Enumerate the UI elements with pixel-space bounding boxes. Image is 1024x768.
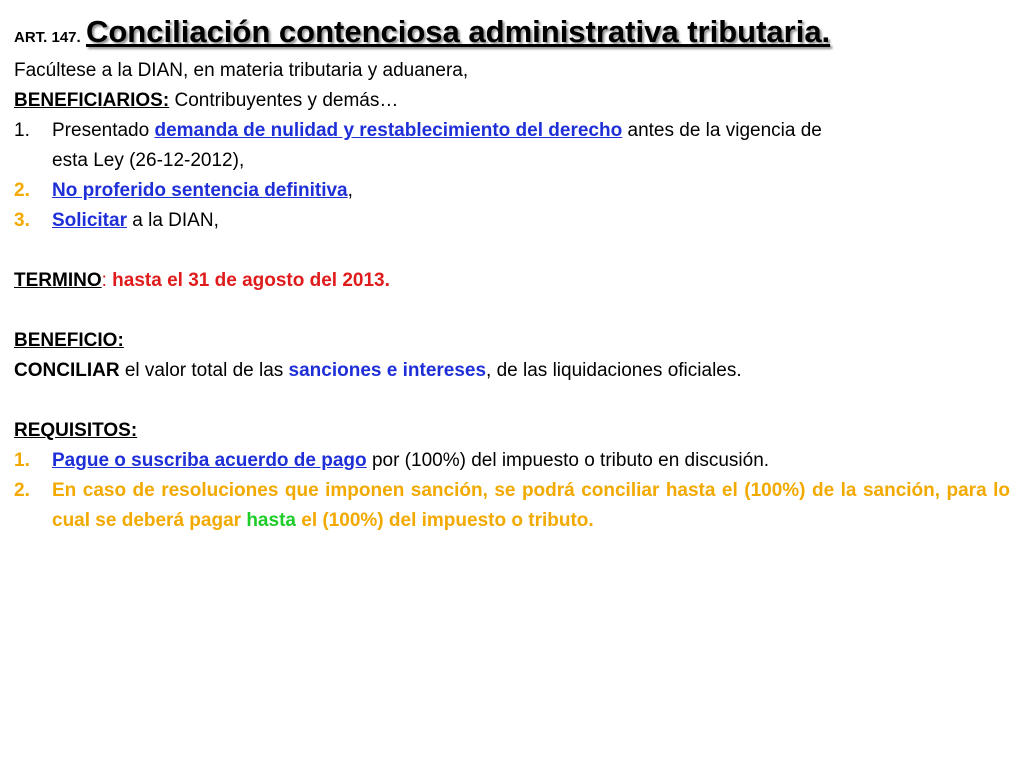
list-number: 1. bbox=[14, 120, 30, 141]
spacer bbox=[14, 296, 1010, 326]
beneficio-text2: , de las liquidaciones oficiales. bbox=[486, 360, 742, 381]
spacer bbox=[14, 236, 1010, 266]
requisito-item-1 bbox=[14, 446, 1010, 476]
list-number: 2. bbox=[14, 180, 30, 201]
intro-line: Facúltese a la DIAN, en materia tributaria y aduanera, bbox=[14, 60, 469, 81]
termino-label: TERMINO bbox=[14, 270, 102, 291]
beneficio-line bbox=[14, 356, 1010, 386]
requisito-text-b: el (100%) del impuesto o tributo. bbox=[301, 510, 594, 531]
demanda-link[interactable]: demanda de nulidad y restablecimiento del derecho bbox=[154, 120, 623, 141]
condition-item-2 bbox=[14, 176, 1010, 206]
termino-text: hasta el 31 de agosto del 2013. bbox=[112, 270, 390, 291]
beneficiarios-text: Contribuyentes y demás… bbox=[174, 90, 399, 111]
beneficio-text1: el valor total de las bbox=[124, 360, 284, 381]
condition-suffix: , bbox=[347, 180, 353, 201]
requisito-text-a: En caso de resoluciones que imponen sanción, se podrá conciliar hasta el (100%) de la sanción, para lo cual se deberá pagar bbox=[52, 480, 1010, 531]
condition-item-3 bbox=[14, 206, 1010, 236]
beneficiarios-line bbox=[14, 86, 1010, 116]
condition-suffix: antes de la vigencia de bbox=[627, 120, 822, 141]
beneficiarios-label: BENEFICIARIOS: bbox=[14, 90, 170, 111]
list-number: 2. bbox=[14, 480, 30, 501]
sentencia-link[interactable]: No proferido sentencia definitiva bbox=[52, 180, 348, 201]
solicitar-link[interactable]: Solicitar bbox=[52, 210, 127, 231]
requisitos-heading: REQUISITOS: bbox=[14, 420, 138, 441]
condition-line2: esta Ley (26-12-2012), bbox=[52, 150, 245, 171]
hasta-highlight: hasta bbox=[246, 510, 296, 531]
termino-line bbox=[14, 266, 1010, 296]
termino-colon: : bbox=[101, 270, 107, 291]
slide bbox=[14, 8, 1010, 536]
sanciones-highlight: sanciones e intereses bbox=[288, 360, 487, 381]
requisito-text: por (100%) del impuesto o tributo en discusión. bbox=[371, 450, 770, 471]
article-number: ART. 147. bbox=[14, 29, 81, 46]
condition-suffix: a la DIAN, bbox=[132, 210, 219, 231]
list-number: 3. bbox=[14, 210, 30, 231]
pague-link[interactable]: Pague o suscriba acuerdo de pago bbox=[52, 450, 367, 471]
title-line bbox=[14, 8, 1010, 56]
condition-item-1 bbox=[14, 116, 1010, 176]
condition-prefix: Presentado bbox=[52, 120, 150, 141]
beneficio-heading: BENEFICIO: bbox=[14, 330, 124, 351]
list-number: 1. bbox=[14, 450, 30, 471]
spacer bbox=[14, 386, 1010, 416]
slide-title: Conciliación contenciosa administrativa tributaria. bbox=[85, 14, 831, 49]
conciliar-word: CONCILIAR bbox=[14, 360, 120, 381]
requisito-item-2 bbox=[14, 476, 1010, 536]
